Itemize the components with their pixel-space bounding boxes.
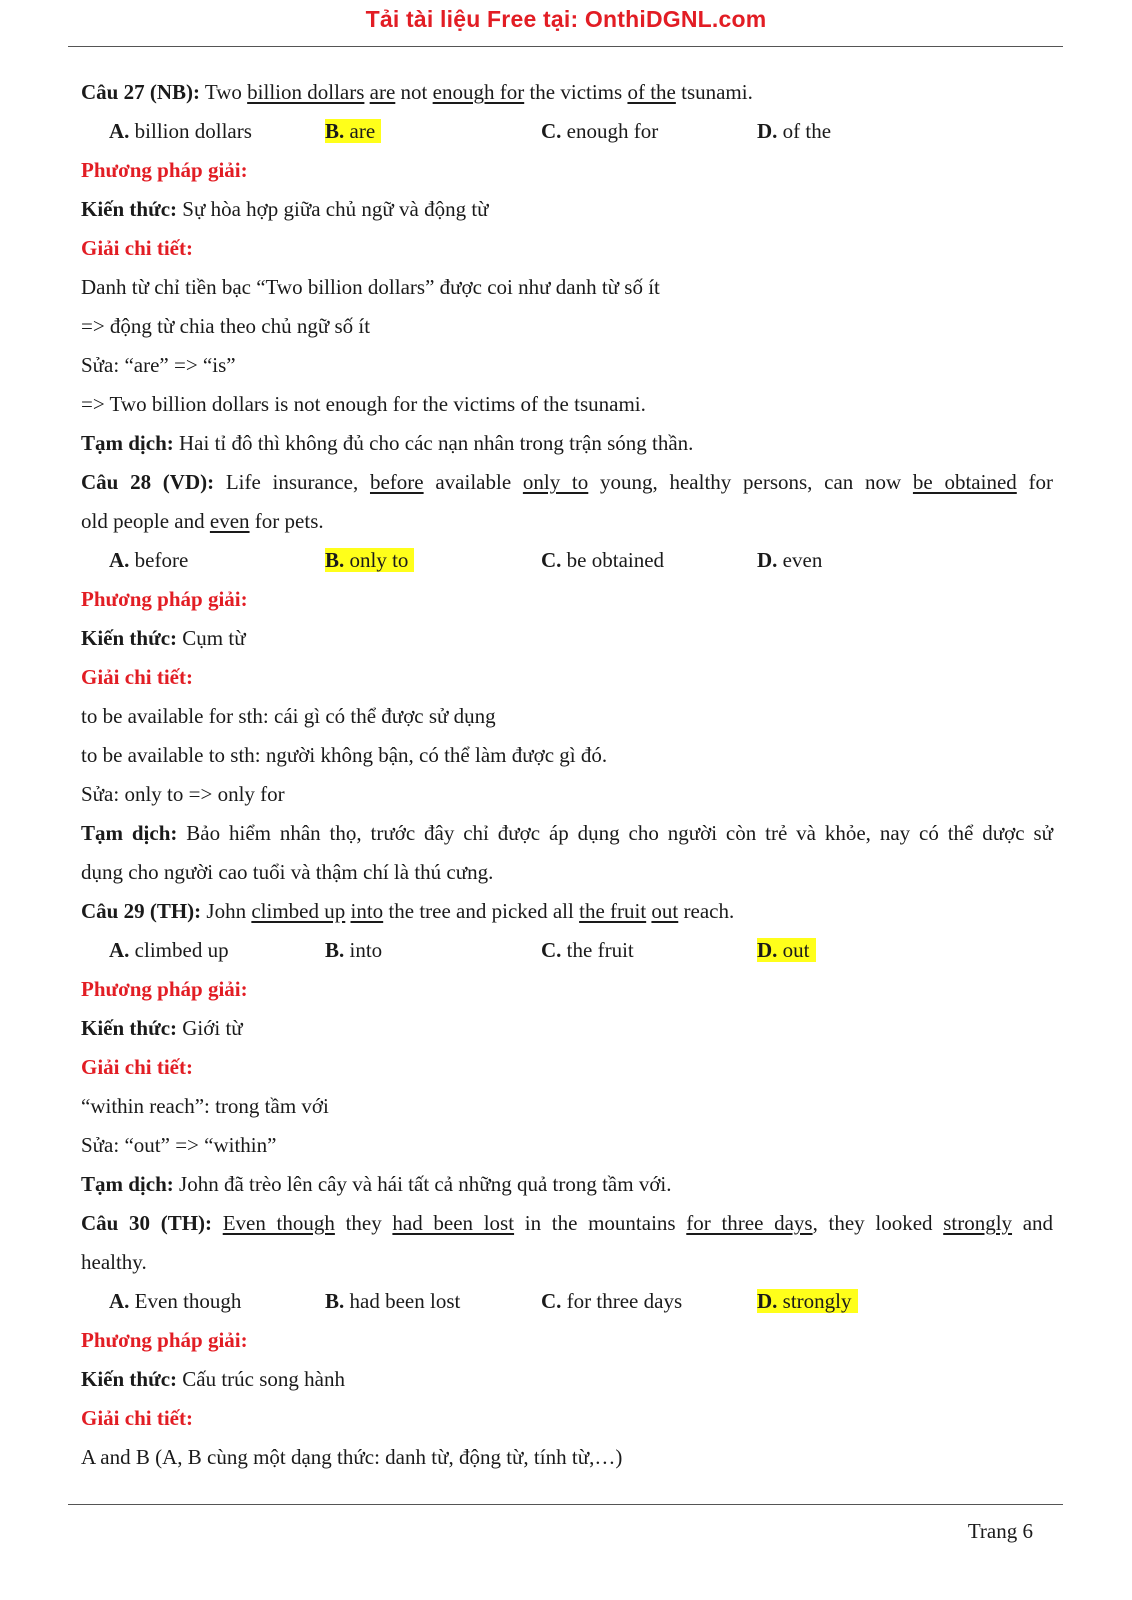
knowledge-text: Cụm từ [177, 626, 246, 650]
option-letter: A. [109, 119, 130, 143]
option-letter: B. [325, 1289, 345, 1313]
question-text: Life insurance, [214, 470, 370, 494]
option-c [541, 1282, 757, 1321]
option-letter: A. [109, 938, 130, 962]
question-label: Câu 30 (TH): [81, 1211, 213, 1235]
explanation-line: => Two billion dollars is not enough for the victims of the tsunami. [81, 392, 646, 416]
question-text: they [334, 1211, 393, 1235]
site-banner[interactable]: Tải tài liệu Free tại: OnthiDGNL.com [365, 6, 767, 32]
explanation-line: A and B (A, B cùng một dạng thức: danh từ, động từ, tính từ,…) [81, 1445, 623, 1469]
detail-heading: Giải chi tiết: [81, 665, 193, 689]
options-29 [81, 931, 1053, 970]
option-letter: D. [757, 938, 778, 962]
option-letter: C. [541, 548, 562, 572]
explanation-line: to be available for sth: cái gì có thể được sử dụng [81, 704, 496, 728]
question-text: Two [204, 80, 248, 104]
question-text: the victims [524, 80, 628, 104]
underlined-part-a: billion dollars [247, 80, 365, 104]
knowledge-label: Kiến thức: [81, 626, 178, 650]
option-b [325, 541, 541, 580]
question-text: for [1016, 470, 1053, 494]
option-letter: A. [109, 1289, 130, 1313]
answer-highlight [757, 1289, 858, 1313]
question-label: Câu 27 (NB): [81, 80, 200, 104]
options-30 [81, 1282, 1053, 1321]
knowledge-line [81, 1360, 1053, 1399]
explanation-line: Sửa: only to => only for [81, 782, 285, 806]
underlined-part-a: Even though [222, 1211, 335, 1235]
option-letter: C. [541, 938, 562, 962]
option-letter: C. [541, 119, 562, 143]
knowledge-line [81, 619, 1053, 658]
translation-text: Bảo hiểm nhân thọ, trước đây chỉ được áp dụng cho người còn trẻ và khỏe, nay có thể dược sử [177, 821, 1053, 845]
underlined-part-c: for three days [686, 1211, 813, 1235]
underlined-part-b: into [350, 899, 384, 923]
option-text: climbed up [134, 938, 229, 962]
translation-line [81, 814, 1053, 853]
option-c [541, 931, 757, 970]
question-text: and [1012, 1211, 1054, 1235]
option-text: even [782, 548, 823, 572]
question-text: tsunami. [675, 80, 753, 104]
detail-heading: Giải chi tiết: [81, 236, 193, 260]
question-text: young, healthy persons, can now [588, 470, 913, 494]
option-a [109, 112, 325, 151]
underlined-part-b: had been lost [392, 1211, 515, 1235]
option-d [757, 541, 973, 580]
option-b [325, 931, 541, 970]
option-text: into [349, 938, 383, 962]
translation-label: Tạm dịch: [81, 821, 178, 845]
translation-label: Tạm dịch: [81, 431, 174, 455]
question-29 [81, 892, 1053, 931]
explanation-line: => động từ chia theo chủ ngữ số ít [81, 314, 371, 338]
option-letter: D. [757, 548, 778, 572]
option-letter: B. [325, 548, 345, 572]
option-text: Even though [134, 1289, 242, 1313]
option-text: had been lost [349, 1289, 461, 1313]
explanation-line: Sửa: “are” => “is” [81, 353, 236, 377]
question-text: not [395, 80, 433, 104]
footer-rule [68, 1504, 1063, 1505]
explanation-line: “within reach”: trong tầm với [81, 1094, 329, 1118]
question-text: John [201, 899, 252, 923]
question-28 [81, 463, 1053, 502]
question-30 [81, 1204, 1053, 1243]
option-b [325, 112, 541, 151]
option-letter: D. [757, 1289, 778, 1313]
question-label: Câu 28 (VD): [81, 470, 215, 494]
explanation-line: Sửa: “out” => “within” [81, 1133, 277, 1157]
translation-line [81, 1165, 1053, 1204]
option-text: enough for [566, 119, 659, 143]
underlined-part-c: be obtained [912, 470, 1017, 494]
translation-line [81, 424, 1053, 463]
question-text: , they looked [812, 1211, 944, 1235]
question-28-cont [81, 502, 1053, 541]
option-letter: D. [757, 119, 778, 143]
underlined-part-a: climbed up [251, 899, 346, 923]
question-text: old people and [81, 509, 210, 533]
underlined-part-d: strongly [943, 1211, 1013, 1235]
option-text: strongly [782, 1289, 852, 1313]
options-28 [81, 541, 1053, 580]
option-text: billion dollars [134, 119, 252, 143]
question-27 [81, 73, 1053, 112]
knowledge-line [81, 1009, 1053, 1048]
underlined-part-d: even [209, 509, 250, 533]
option-text: be obtained [566, 548, 665, 572]
option-text: of the [782, 119, 832, 143]
header-rule [68, 46, 1063, 47]
underlined-part-b: only to [522, 470, 589, 494]
underlined-part-d: out [651, 899, 679, 923]
option-text: are [349, 119, 376, 143]
underlined-part-d: of the [627, 80, 676, 104]
question-30-cont: healthy. [81, 1250, 147, 1274]
option-a [109, 541, 325, 580]
option-a [109, 1282, 325, 1321]
knowledge-label: Kiến thức: [81, 197, 178, 221]
option-d [757, 931, 973, 970]
explanation-line: Danh từ chỉ tiền bạc “Two billion dollars” được coi như danh từ số ít [81, 275, 660, 299]
option-letter: B. [325, 938, 345, 962]
underlined-part-c: enough for [432, 80, 525, 104]
option-text: for three days [566, 1289, 683, 1313]
page-number: Trang 6 [967, 1519, 1033, 1543]
question-text: in the mountains [514, 1211, 687, 1235]
underlined-part-b: are [369, 80, 396, 104]
knowledge-label: Kiến thức: [81, 1016, 178, 1040]
question-label: Câu 29 (TH): [81, 899, 202, 923]
translation-text: Hai tỉ đô thì không đủ cho các nạn nhân trong trận sóng thần. [173, 431, 694, 455]
translation-line-cont: dụng cho người cao tuổi và thậm chí là thú cưng. [81, 860, 494, 884]
knowledge-text: Sự hòa hợp giữa chủ ngữ và động từ [177, 197, 489, 221]
method-heading: Phương pháp giải: [81, 587, 248, 611]
knowledge-text: Cấu trúc song hành [177, 1367, 345, 1391]
question-text: for pets. [249, 509, 324, 533]
option-c [541, 541, 757, 580]
knowledge-line [81, 190, 1053, 229]
method-heading: Phương pháp giải: [81, 977, 248, 1001]
option-b [325, 1282, 541, 1321]
answer-highlight [757, 938, 816, 962]
knowledge-label: Kiến thức: [81, 1367, 178, 1391]
detail-heading: Giải chi tiết: [81, 1055, 193, 1079]
translation-label: Tạm dịch: [81, 1172, 174, 1196]
option-d [757, 112, 973, 151]
options-27 [81, 112, 1053, 151]
question-text: the tree and picked all [383, 899, 580, 923]
detail-heading: Giải chi tiết: [81, 1406, 193, 1430]
knowledge-text: Giới từ [177, 1016, 243, 1040]
method-heading: Phương pháp giải: [81, 1328, 248, 1352]
option-d [757, 1282, 973, 1321]
method-heading: Phương pháp giải: [81, 158, 248, 182]
explanation-line: to be available to sth: người không bận, có thể làm được gì đó. [81, 743, 608, 767]
translation-text: John đã trèo lên cây và hái tất cả những quả trong tầm với. [173, 1172, 672, 1196]
option-text: before [134, 548, 189, 572]
option-letter: B. [325, 119, 345, 143]
document-body [81, 73, 1053, 1477]
option-c [541, 112, 757, 151]
option-text: out [782, 938, 810, 962]
question-text: reach. [678, 899, 735, 923]
answer-highlight [325, 119, 381, 143]
option-a [109, 931, 325, 970]
option-text: the fruit [566, 938, 634, 962]
question-text: available [423, 470, 523, 494]
option-text: only to [349, 548, 409, 572]
underlined-part-c: the fruit [579, 899, 647, 923]
underlined-part-a: before [369, 470, 424, 494]
option-letter: C. [541, 1289, 562, 1313]
option-letter: A. [109, 548, 130, 572]
answer-highlight [325, 548, 414, 572]
